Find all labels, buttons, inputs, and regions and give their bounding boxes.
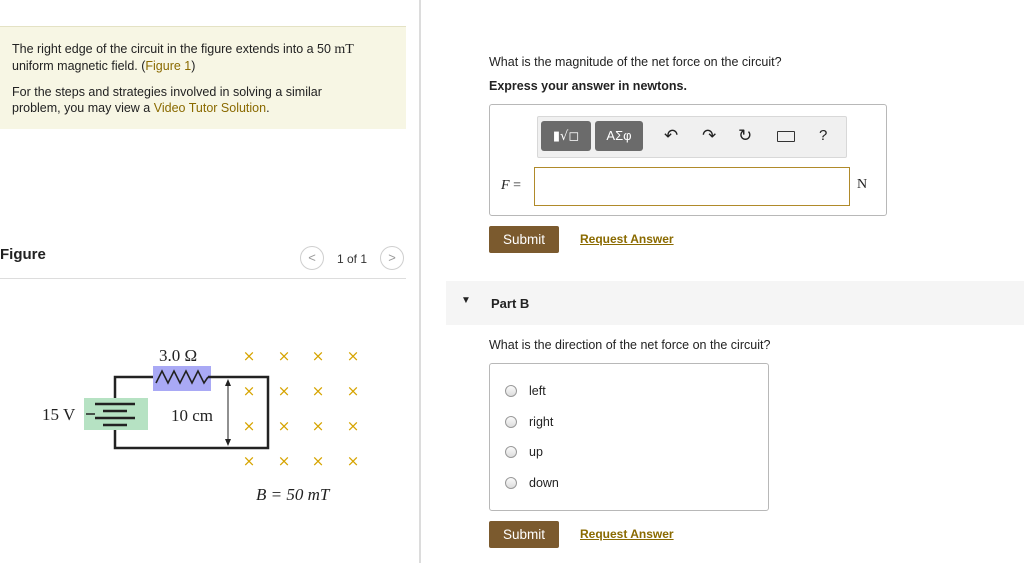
prev-figure-button[interactable] [300,246,324,270]
templates-icon: ▮√◻ [552,129,580,144]
part-b-question: What is the direction of the net force on the circuit? [489,338,771,352]
problem-intro [0,26,406,129]
video-tutor-link[interactable]: Video Tutor Solution [153,101,267,115]
field-label: B = 50 mT [256,485,330,504]
radio-right[interactable] [505,416,517,428]
field-cross-0-0: × [242,347,256,365]
option-label-left: left [529,384,546,398]
reset-icon[interactable]: ↻ [738,126,753,145]
resistor-label: 3.0 Ω [159,346,198,365]
field-cross-1-2: × [311,382,325,400]
part-b-submit-button[interactable]: Submit [489,521,559,548]
field-cross-0-2: × [311,347,325,365]
field-cross-3-0: × [242,452,256,470]
part-a-request-answer-link[interactable]: Request Answer [580,232,674,246]
figure-divider [0,278,406,279]
panel-divider [419,0,421,563]
part-a-submit-button[interactable]: Submit [489,226,559,253]
field-cross-0-3: × [346,347,360,365]
field-cross-2-1: × [277,417,291,435]
figure-pager: 1 of 1 [337,252,368,266]
templates-button[interactable] [541,121,591,151]
circuit-figure [0,280,420,520]
direction-options-box [489,363,769,511]
field-cross-1-1: × [277,382,291,400]
intro-paragraph-2: For the steps and strategies involved in solving a similar problem, you may view a Video Tutor Solution. [12,85,322,115]
part-a-question: What is the magnitude of the net force on the circuit? [489,55,782,69]
chevron-left-icon: < [308,250,316,265]
option-label-right: right [529,415,554,429]
part-b-request-answer-link[interactable]: Request Answer [580,527,674,541]
field-cross-1-3: × [346,382,360,400]
battery-label: 15 V [42,405,76,424]
part-a-instruction: Express your answer in newtons. [489,79,687,93]
answer-variable-label: F = [501,178,521,193]
radio-up[interactable] [505,446,517,458]
dimension-arrow-up [225,379,231,386]
part-b-title: Part B [491,296,530,311]
field-cross-1-0: × [242,382,256,400]
next-figure-button[interactable] [380,246,404,270]
option-label-down: down [529,476,559,490]
part-b-header[interactable] [446,281,1024,325]
dimension-arrow-down [225,439,231,446]
greek-symbols-button[interactable]: ΑΣφ [595,121,643,151]
wire-top-left [115,377,153,399]
magnetic-field-crosses [243,347,360,470]
caret-down-icon: ▼ [461,295,471,306]
field-cross-3-2: × [311,452,325,470]
keyboard-icon[interactable] [777,131,795,142]
field-cross-2-3: × [346,417,360,435]
undo-icon[interactable]: ↶ [664,126,679,145]
intro-paragraph-1: The right edge of the circuit in the figure extends into a 50 mT uniform magnetic field. (Figure 1) [12,42,354,73]
redo-icon[interactable]: ↷ [702,126,717,145]
figure-title: Figure [0,246,46,263]
field-cross-2-0: × [242,417,256,435]
field-cross-3-1: × [277,452,291,470]
chevron-right-icon: > [388,250,396,265]
length-label: 10 cm [171,406,214,425]
math-toolbar [537,116,847,158]
radio-down[interactable] [505,477,517,489]
figure-link[interactable]: Figure 1 [145,59,192,73]
field-cross-2-2: × [311,417,325,435]
left-panel [0,0,420,563]
field-cross-3-3: × [346,452,360,470]
option-label-up: up [529,445,543,459]
force-answer-input[interactable] [534,167,850,206]
field-cross-0-1: × [277,347,291,365]
radio-left[interactable] [505,385,517,397]
answer-unit: N [857,177,868,192]
help-button[interactable]: ? [819,127,828,144]
